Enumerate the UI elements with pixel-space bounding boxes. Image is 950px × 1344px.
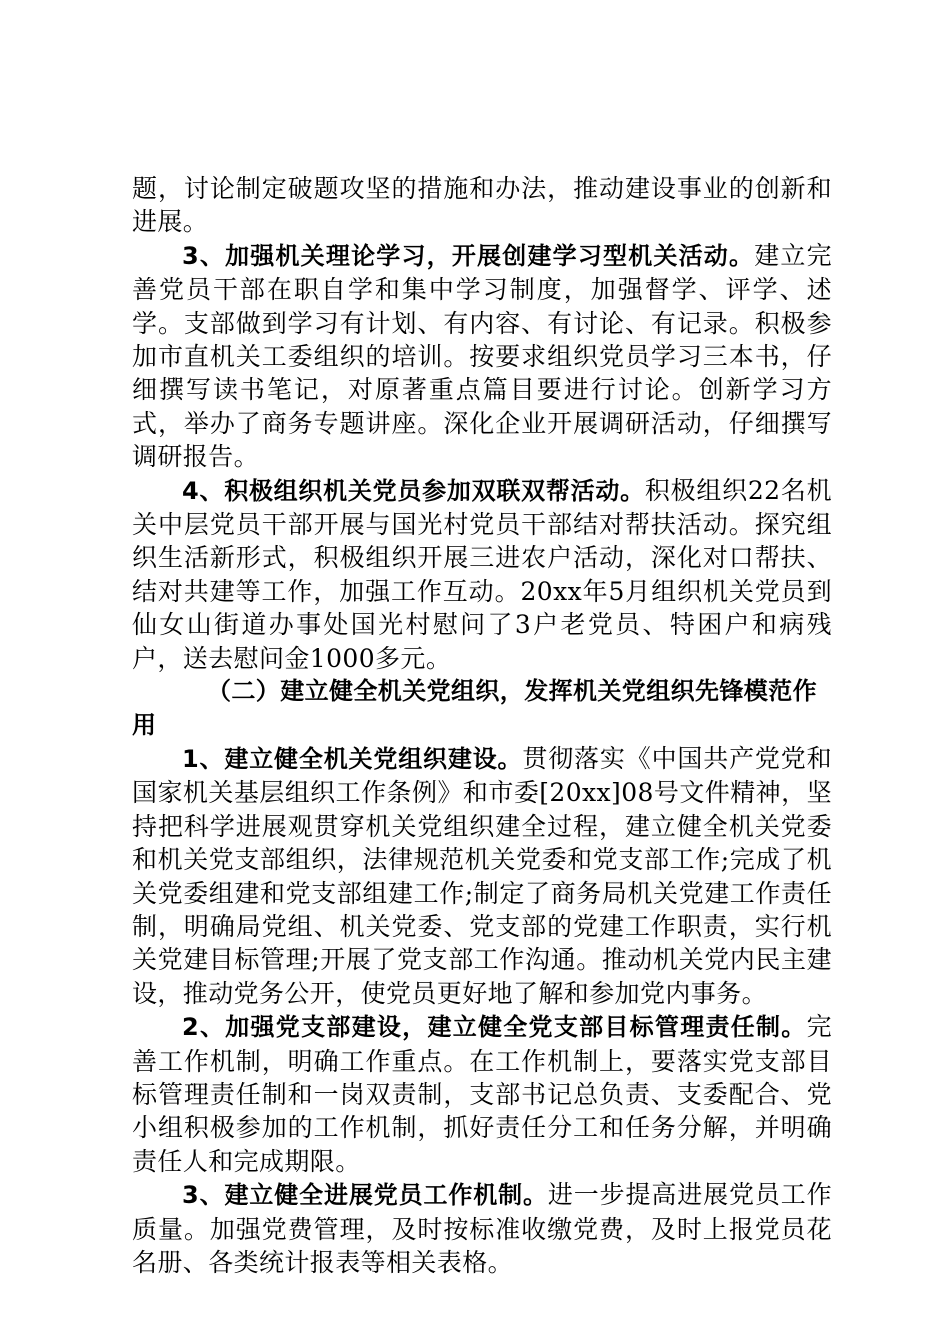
document-page: [132, 172, 832, 1279]
paragraph-lead: 2、加强党支部建设，建立健全党支部目标管理责任制。: [182, 1013, 807, 1042]
paragraph-lead: 3、建立健全进展党员工作机制。: [182, 1181, 548, 1210]
paragraph-twin-help: [132, 474, 832, 675]
paragraph-continued: [132, 172, 832, 239]
paragraph-lead: 4、积极组织机关党员参加双联双帮活动。: [182, 476, 645, 505]
paragraph-branch-building: [132, 1010, 832, 1178]
paragraph-theory-study: [132, 239, 832, 474]
paragraph-party-organization: [132, 742, 832, 1010]
paragraph-text: 积极组织22名机关中层党员干部开展与国光村党员干部结对帮扶活动。探究组织生活新形式，积极组织开展三进农户活动，深化对口帮扶、结对共建等工作，加强工作互动。20xx年5月组织机关党员到仙女山街道办事处国光村慰问了3户老党员、特困户和病残户，送去慰问金1000多元。: [132, 475, 832, 673]
paragraph-text: 建立完善党员干部在职自学和集中学习制度，加强督学、评学、述学。支部做到学习有计划、有内容、有讨论、有记录。积极参加市直机关工委组织的培训。按要求组织党员学习三本书，仔细撰写读书笔记，对原著重点篇目要进行讨论。创新学习方式，举办了商务专题讲座。深化企业开展调研活动，仔细撰写调研报告。: [132, 240, 832, 472]
paragraph-text: 进一步提高进展党员工作质量。加强党费管理，及时按标准收缴党费，及时上报党员花名册、各类统计报表等相关表格。: [132, 1180, 833, 1277]
paragraph-text: 题，讨论制定破题攻坚的措施和办法，推动建设事业的创新和进展。: [132, 174, 832, 237]
paragraph-lead: 1、建立健全机关党组织建设。: [182, 744, 523, 773]
paragraph-lead: 3、加强机关理论学习，开展创建学习型机关活动。: [182, 241, 755, 270]
paragraph-text: 贯彻落实《中国共产党党和国家机关基层组织工作条例》和市委[20xx]08号文件精神，坚持把科学进展观贯穿机关党组织建全过程，建立健全机关党委和机关党支部组织，法律规范机关党委和党支部工作;完成了机关党委组建和党支部组建工作;制定了商务局机关党建工作责任制，明确局党组、机关党委、党支部的党建工作职责，实行机关党建目标管理;开展了党支部工作沟通。推动机关党内民主建设，推动党务公开，使党员更好地了解和参加党内事务。: [132, 743, 832, 1008]
section-heading: （二）建立健全机关党组织，发挥机关党组织先锋模范作用: [132, 677, 817, 739]
paragraph-text: 完善工作机制，明确工作重点。在工作机制上，要落实党支部目标管理责任制和一岗双责制，支部书记总负责、支委配合、党小组积极参加的工作机制，抓好责任分工和任务分解，并明确责任人和完成期限。: [132, 1012, 832, 1176]
paragraph-member-development: [132, 1178, 832, 1279]
